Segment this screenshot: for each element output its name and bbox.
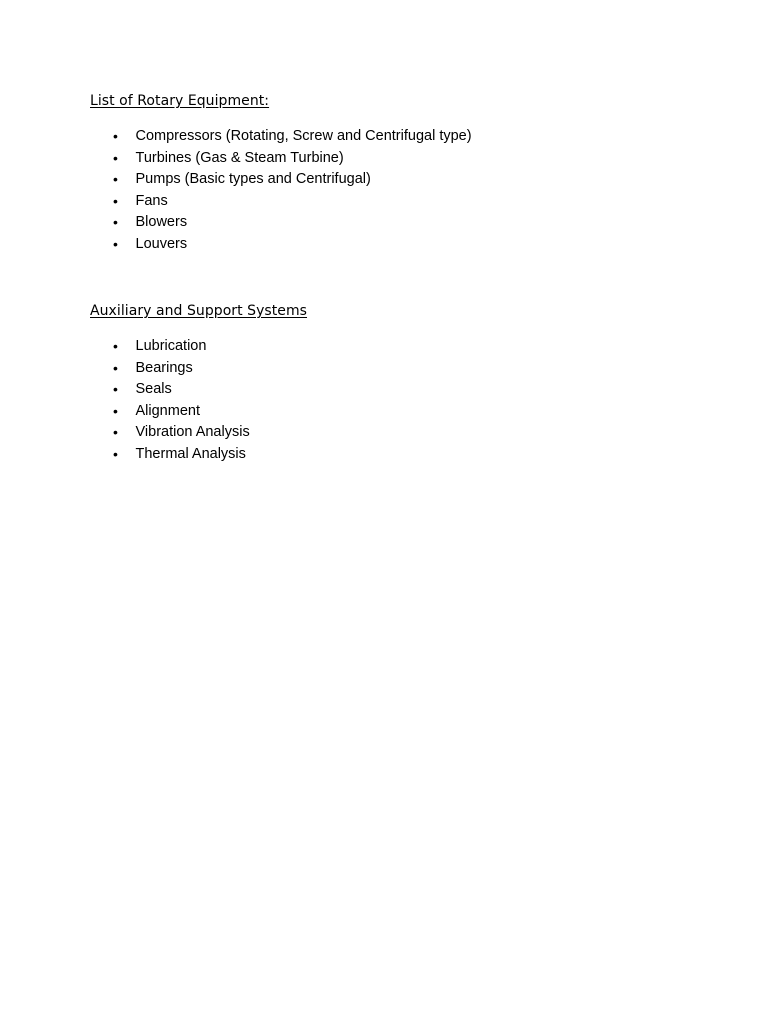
list-item-text: Fans (135, 192, 168, 209)
list-item-text: Alignment (135, 402, 200, 419)
bullet-icon: • (113, 424, 118, 441)
bullet-icon: • (113, 402, 118, 419)
list-item-text: Pumps (Basic types and Centrifugal) (135, 171, 371, 188)
bullet-icon: • (113, 235, 118, 252)
bullet-icon: • (113, 359, 118, 376)
bullet-icon: • (113, 445, 118, 462)
bullet-icon: • (113, 214, 118, 231)
section-heading-auxiliary-systems: Auxiliary and Support Systems (90, 303, 308, 319)
bullet-icon: • (113, 338, 118, 354)
list-item-text: Vibration Analysis (135, 424, 250, 441)
list-item-text: Compressors (Rotating, Screw and Centrifugal type) (135, 128, 472, 144)
list-item-text: Turbines (Gas & Steam Turbine) (135, 149, 344, 166)
list-item-text: Bearings (135, 359, 193, 376)
list-item-text: Seals (135, 381, 172, 398)
section-heading-rotary-equipment: List of Rotary Equipment: (90, 93, 270, 109)
list-item-text: Blowers (135, 214, 188, 231)
list-item-text: Thermal Analysis (135, 445, 246, 462)
bullet-icon: • (113, 192, 118, 209)
bullet-icon: • (113, 381, 118, 398)
list-item-text: Louvers (135, 235, 188, 252)
bullet-icon: • (113, 149, 118, 166)
bullet-icon: • (113, 171, 118, 188)
list-item-text: Lubrication (135, 338, 207, 354)
bullet-icon: • (113, 128, 118, 144)
